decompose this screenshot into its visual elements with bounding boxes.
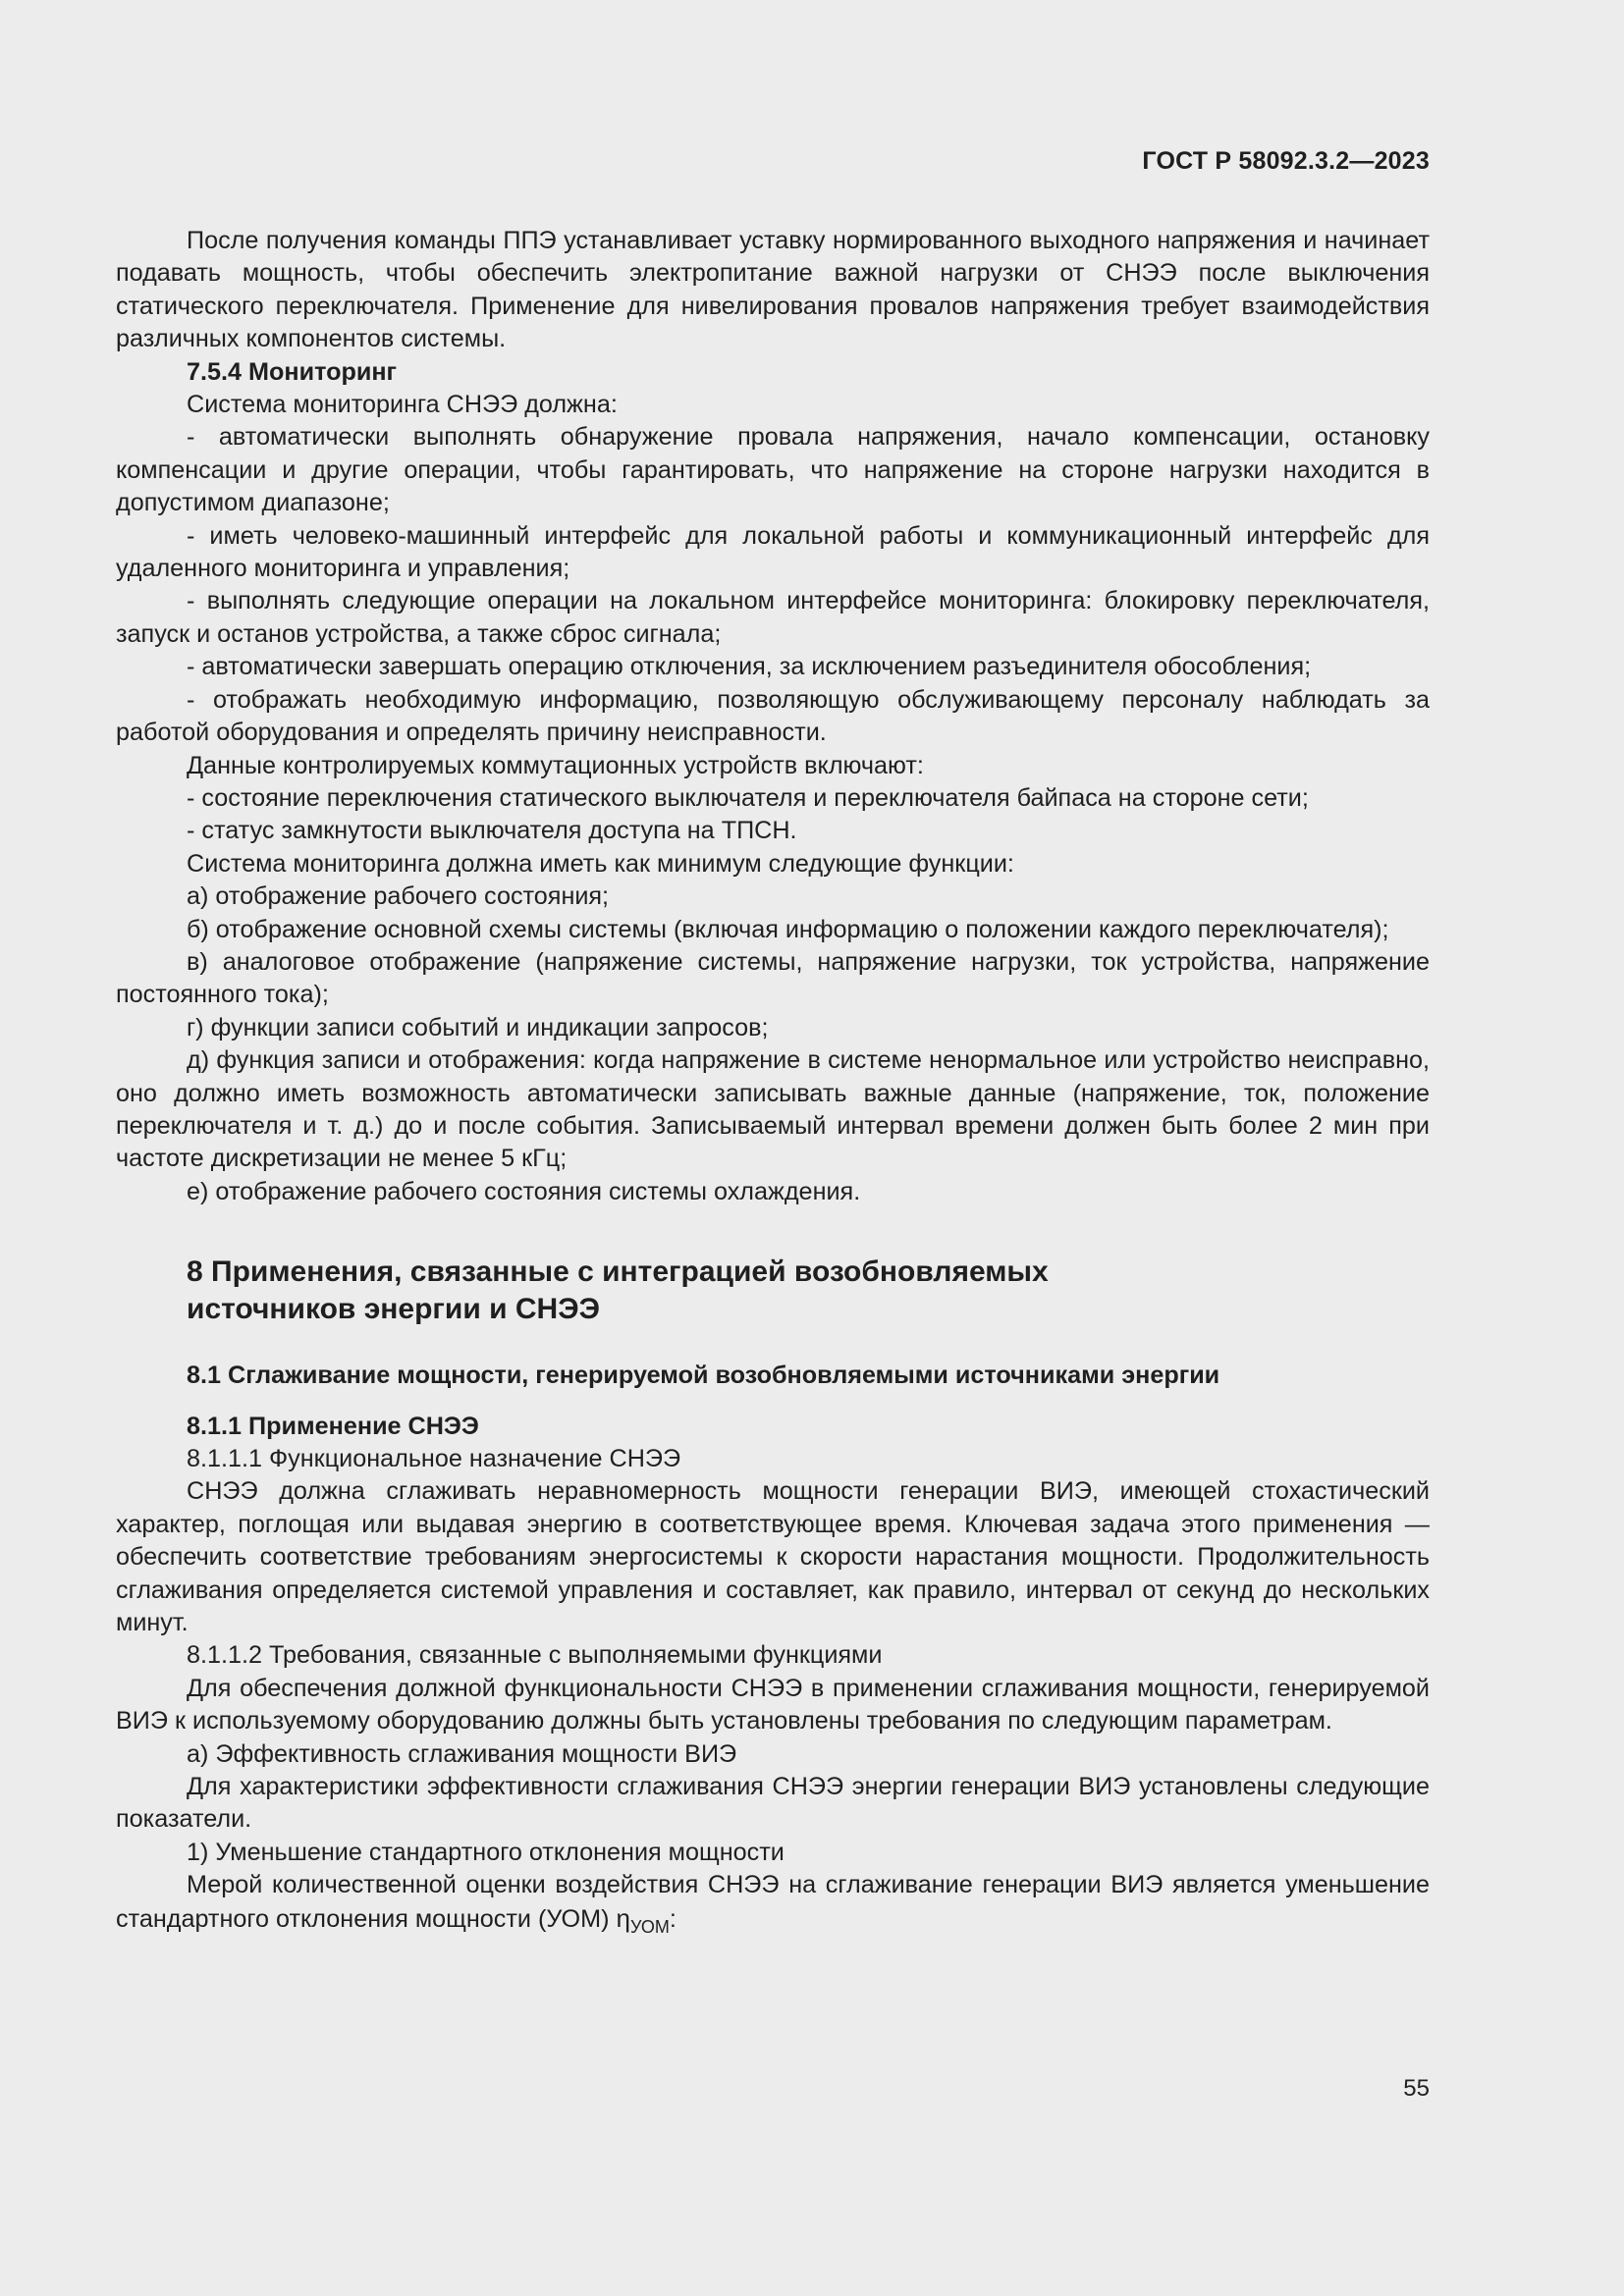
document-body <box>116 225 1430 1944</box>
formula-colon: : <box>669 1904 677 1933</box>
heading-8-1-1: 8.1.1 Применение СНЭЭ <box>187 1412 479 1440</box>
heading-7-5-4: 7.5.4 Мониторинг <box>187 357 398 386</box>
heading-8-1-1-2: 8.1.1.2 Требования, связанные с выполняемыми функциями <box>187 1641 883 1670</box>
list-item-function: г) функции записи событий и индикации запросов; <box>187 1013 769 1041</box>
list-item-function: б) отображение основной схемы системы (включая информацию о положении каждого переключателя); <box>187 915 1389 943</box>
list-item-monitor: - выполнять следующие операции на локальном интерфейсе мониторинга: блокировку переключателя, запуск и останов устройства, а также сброс сигнала; <box>116 587 1430 648</box>
list-item-monitor: - иметь человеко-машинный интерфейс для локальной работы и коммуникационный интерфейс для удаленного мониторинга и управления; <box>116 521 1430 583</box>
heading-section-8-line-1: 8 Применения, связанные с интеграцией возобновляемых <box>187 1255 1049 1289</box>
paragraph-1-text: Мерой количественной оценки воздействия СНЭЭ на сглаживание генерации ВИЭ является уменьшение стандартного отклонения мощности (УОМ) <box>116 1871 1430 1933</box>
heading-8-1: 8.1 Сглаживание мощности, генерируемой возобновляемыми источниками энергии <box>187 1362 1220 1390</box>
paragraph-devices-intro: Данные контролируемых коммутационных устройств включают: <box>187 751 924 779</box>
list-item-1: 1) Уменьшение стандартного отклонения мощности <box>187 1838 785 1866</box>
list-item-monitor: - автоматически завершать операцию отключения, за исключением разъединителя обособления; <box>187 653 1312 681</box>
paragraph-monitor-intro: Система мониторинга СНЭЭ должна: <box>187 391 618 419</box>
paragraph-intro: После получения команды ППЭ устанавливает уставку нормированного выходного напряжения и начинает подавать мощность, чтобы обеспечить электропитание важной нагрузки от СНЭЭ после выключения статического переключателя. Применение для нивелирования провалов напряжения требует взаимодействия различных компонентов системы. <box>116 227 1430 353</box>
list-item-a: а) Эффективность сглаживания мощности ВИЭ <box>187 1739 737 1768</box>
heading-8-1-1-1: 8.1.1.1 Функциональное назначение СНЭЭ <box>187 1445 681 1472</box>
list-item-monitor: - автоматически выполнять обнаружение провала напряжения, начало компенсации, остановку компенсации и другие операции, чтобы гарантировать, что напряжение на стороне нагрузки находится в допустимом диапазоне; <box>116 423 1430 517</box>
paragraph-1-formula-intro <box>116 1869 1430 1944</box>
list-item-function: а) отображение рабочего состояния; <box>187 882 610 911</box>
list-item-function: д) функция записи и отображения: когда напряжение в системе ненормальное или устройство неисправно, оно должно иметь возможность автоматически записывать важные данные (напряжение, ток, положение переключателя и т. д.) до и после события. Записываемый интервал времени должен быть более 2 мин при частоте дискретизации не менее 5 кГц; <box>116 1046 1430 1173</box>
list-item-device: - состояние переключения статического выключателя и переключателя байпаса на стороне сети; <box>187 783 1309 812</box>
formula-subscript: УОМ <box>629 1916 670 1937</box>
heading-section-8 <box>187 1254 1430 1328</box>
list-item-function: е) отображение рабочего состояния системы охлаждения. <box>187 1177 861 1205</box>
heading-section-8-line-2: источников энергии и СНЭЭ <box>187 1293 600 1326</box>
page-number: 55 <box>1403 2075 1430 2102</box>
formula-symbol-eta: η <box>616 1902 630 1933</box>
document-standard-header: ГОСТ Р 58092.3.2—2023 <box>1142 147 1430 175</box>
list-item-device: - статус замкнутости выключателя доступа на ТПСН. <box>187 817 797 845</box>
paragraph-a: Для характеристики эффективности сглаживания СНЭЭ энергии генерации ВИЭ установлены следующие показатели. <box>116 1773 1430 1834</box>
list-item-monitor: - отображать необходимую информацию, позволяющую обслуживающему персоналу наблюдать за работой оборудования и определять причину неисправности. <box>116 685 1430 747</box>
paragraph-functions-intro: Система мониторинга должна иметь как минимум следующие функции: <box>187 849 1014 878</box>
paragraph-8-1-1-1: СНЭЭ должна сглаживать неравномерность мощности генерации ВИЭ, имеющей стохастический характер, поглощая или выдавая энергию в соответствующее время. Ключевая задача этого применения — обеспечить соответствие требованиям энергосистемы к скорости нарастания мощности. Продолжительность сглаживания определяется системой управления и составляет, как правило, интервал от секунд до нескольких минут. <box>116 1477 1430 1637</box>
list-item-function: в) аналоговое отображение (напряжение системы, напряжение нагрузки, ток устройства, напряжение постоянного тока); <box>116 947 1430 1009</box>
paragraph-8-1-1-2: Для обеспечения должной функциональности СНЭЭ в применении сглаживания мощности, генерируемой ВИЭ к используемому оборудованию должны быть установлены требования по следующим параметрам. <box>116 1674 1430 1735</box>
